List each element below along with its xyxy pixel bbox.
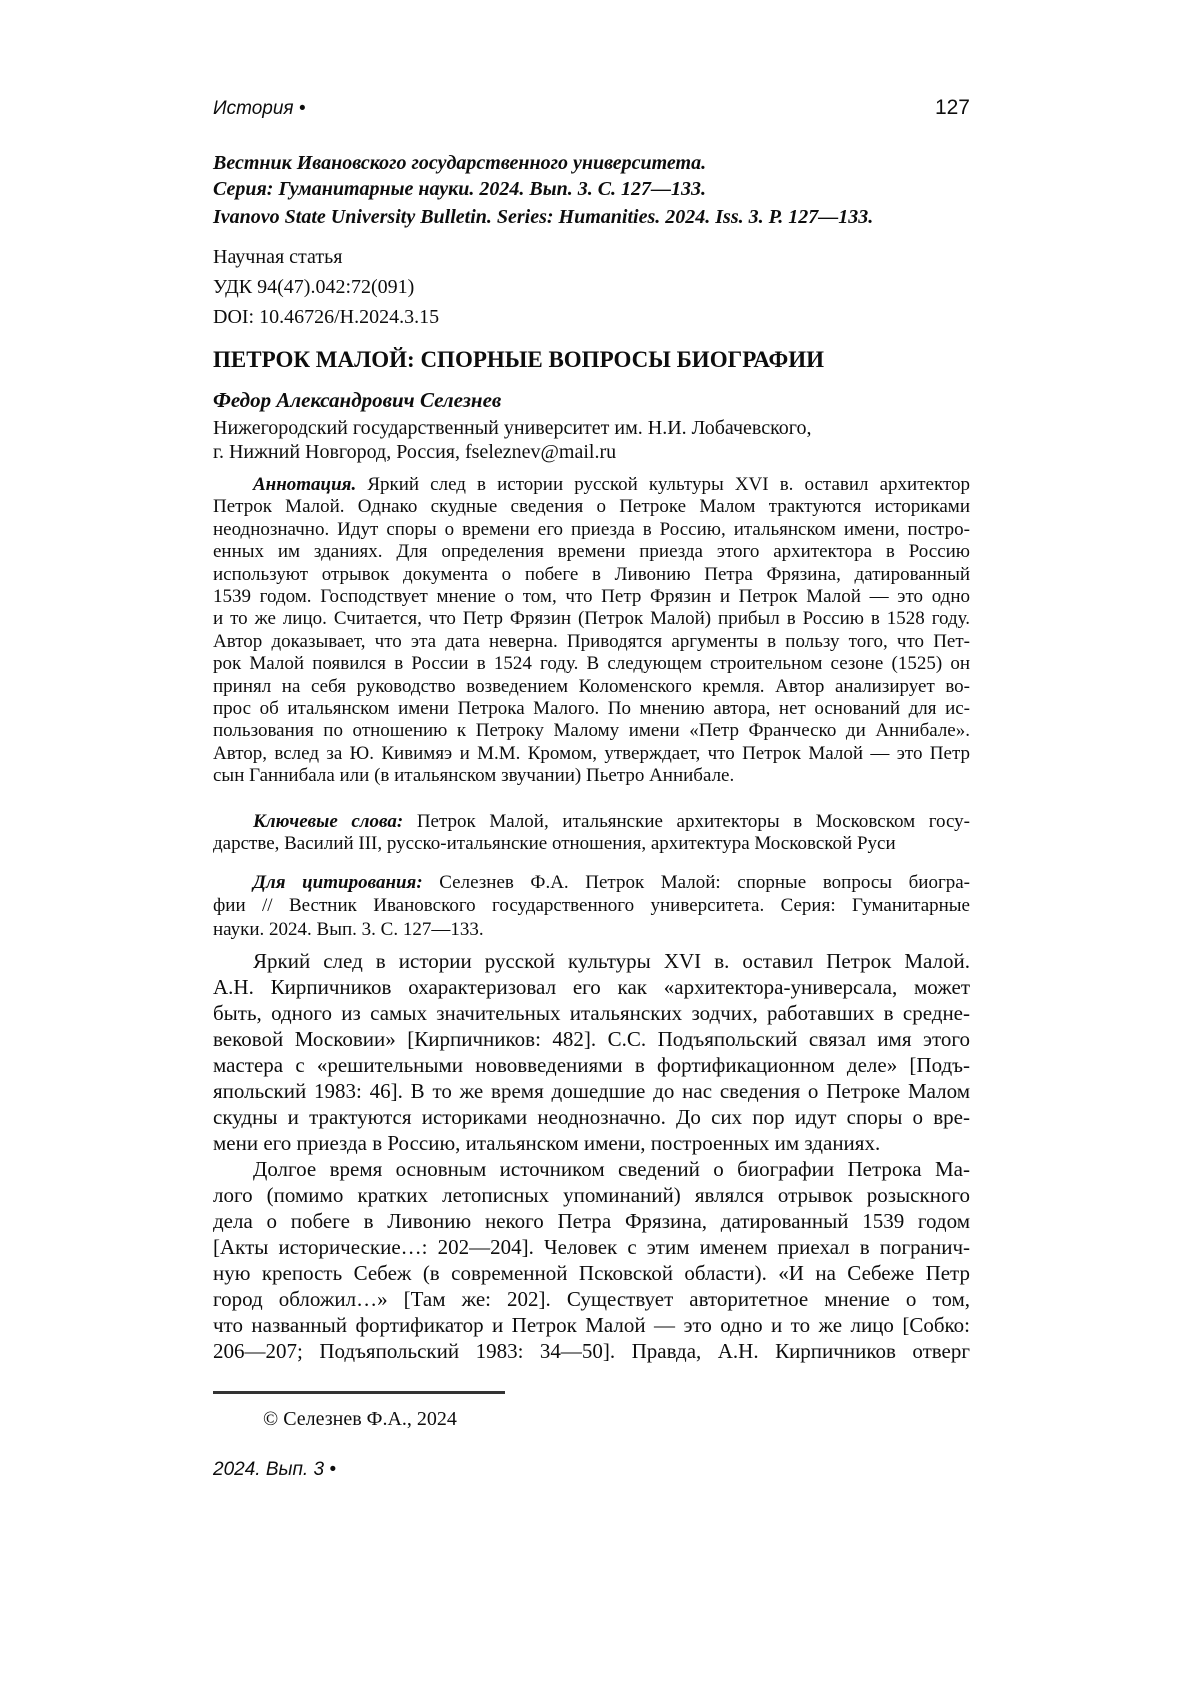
- abstract-label: Аннотация.: [253, 474, 357, 495]
- text-line: используют отрывок документа о побеге в Ливонию Петра Фрязина, датированный: [213, 563, 970, 585]
- journal-citation-ru-line1: Вестник Ивановского государственного университета.: [213, 152, 707, 174]
- text-line: сын Ганнибала или (в итальянском звучании) Пьетро Аннибале.: [213, 765, 735, 787]
- text-line: дела о побеге в Ливонию некого Петра Фрязина, датированный 1539 годом: [213, 1209, 970, 1233]
- affiliation-line2: г. Нижний Новгород, Россия, fseleznev@mail.ru: [213, 441, 617, 463]
- text-line: что названный фортификатор и Петрок Малой — это одно и то же лицо [Собко:: [213, 1313, 970, 1337]
- keywords-first-line: [213, 811, 970, 833]
- citation-lines: [213, 894, 970, 941]
- abstract-first-line: [213, 474, 970, 496]
- abstract-first-text: Яркий след в истории русской культуры XVI в. оставил архитектор: [367, 474, 970, 495]
- affiliation-line1: Нижегородский государственный университет им. Н.И. Лобачевского,: [213, 417, 812, 439]
- abstract-lines: [213, 496, 970, 787]
- text-line: ную крепость Себеж (в современной Псковской области). «И на Себеже Петр: [213, 1261, 970, 1285]
- text-line: 206—207; Подъяпольский 1983: 34—50]. Правда, А.Н. Кирпичников отверг: [213, 1339, 970, 1363]
- text-line: Автор доказывает, что эта дата неверна. Приводятся аргументы в пользу того, что Пет-: [213, 630, 970, 652]
- copyright-line: © Селезнев Ф.А., 2024: [263, 1408, 457, 1430]
- keywords-lines: [213, 833, 970, 855]
- text-line: вековой Московии» [Кирпичников: 482]. С.С. Подъяпольский связал имя этого: [213, 1027, 970, 1051]
- citation-first-text: Селезнев Ф.А. Петрок Малой: спорные вопросы биогра-: [439, 872, 970, 893]
- page-footer: 2024. Вып. 3 •: [213, 1459, 336, 1480]
- text-line: мастера с «решительными нововведениями в фортификационном деле» [Подъ-: [213, 1053, 970, 1077]
- text-line: и то же лицо. Считается, что Петр Фрязин (Петрок Малой) прибыл в Россию в 1528 году.: [213, 608, 970, 630]
- text-line: А.Н. Кирпичников охарактеризовал его как «архитектора-универсала, может: [213, 975, 970, 999]
- keywords-first-text: Петрок Малой, итальянские архитекторы в Московском госу-: [416, 811, 971, 832]
- text-line: япольский 1983: 46]. В то же время дошедшие до нас сведения о Петроке Малом: [213, 1079, 970, 1103]
- page-number: 127: [934, 96, 970, 119]
- running-title: История •: [213, 98, 306, 119]
- text-line: принял на себя руководство возведением Коломенского кремля. Автор анализирует во-: [213, 675, 970, 697]
- keywords-block: [213, 811, 970, 856]
- article-type: Научная статья: [213, 246, 343, 268]
- text-line: лого (помимо кратких летописных упоминаний) являлся отрывок розыскного: [213, 1183, 970, 1207]
- body-paragraph-2: [213, 1156, 970, 1364]
- keywords-label: Ключевые слова:: [253, 811, 404, 832]
- text-line: Петрок Малой. Однако скудные сведения о Петроке Малом трактуются историками: [213, 496, 970, 518]
- text-line: рок Малой появился в России в 1524 году. В следующем строительном сезоне (1525) он: [213, 653, 970, 675]
- abstract-block: [213, 474, 970, 788]
- journal-citation-en: Ivanovo State University Bulletin. Series: Humanities. 2024. Iss. 3. P. 127—133.: [213, 206, 874, 228]
- citation-label: Для цитирования:: [253, 872, 423, 893]
- page-header: [213, 96, 970, 120]
- doi-code: DOI: 10.46726/H.2024.3.15: [213, 306, 440, 328]
- text-line: Яркий след в истории русской культуры XVI в. оставил Петрок Малой.: [253, 949, 970, 973]
- text-line: енных им зданиях. Для определения времени приезда этого архитектора в Россию: [213, 541, 970, 563]
- text-line: прос об итальянском имени Петрока Малого. По мнению автора, нет оснований для ис-: [213, 698, 970, 720]
- text-line: Автор, вслед за Ю. Кивимяэ и М.М. Кромом, утверждает, что Петрок Малой — это Петр: [213, 742, 970, 764]
- text-line: быть, одного из самых значительных итальянских зодчих, работавших в средне-: [213, 1001, 970, 1025]
- text-line: науки. 2024. Вып. 3. С. 127—133.: [213, 918, 484, 940]
- text-line: скудны и трактуются историками неоднозначно. До сих пор идут споры о вре-: [213, 1105, 970, 1129]
- author-name: Федор Александрович Селезнев: [213, 388, 502, 412]
- journal-citation-ru: [213, 150, 970, 202]
- text-line: город обложил…» [Там же: 202]. Существует авторитетное мнение о том,: [213, 1287, 970, 1311]
- udc-code: УДК 94(47).042:72(091): [213, 276, 415, 298]
- citation-block: [213, 871, 970, 941]
- article-meta: [213, 242, 970, 332]
- text-line: 1539 годом. Господствует мнение о том, что Петр Фрязин и Петрок Малой — это одно: [213, 586, 970, 608]
- text-line: мени его приезда в Россию, итальянском имени, построенных им зданиях.: [213, 1131, 881, 1155]
- journal-citation-ru-line2: Серия: Гуманитарные науки. 2024. Вып. 3. С. 127—133.: [213, 178, 707, 200]
- article-title: ПЕТРОК МАЛОЙ: СПОРНЫЕ ВОПРОСЫ БИОГРАФИИ: [213, 347, 825, 372]
- text-line: дарстве, Василий III, русско-итальянские отношения, архитектура Московской Руси: [213, 833, 896, 855]
- text-line: пользования по отношению к Петроку Малому имени «Петр Франческо ди Аннибале».: [213, 720, 970, 742]
- text-line: неоднозначно. Идут споры о времени его приезда в Россию, итальянском имени, постро-: [213, 518, 970, 540]
- text-line: Долгое время основным источником сведений о биографии Петрока Ма-: [253, 1157, 970, 1181]
- text-line: [Акты исторические…: 202—204]. Человек с этим именем приехал в погранич-: [213, 1235, 970, 1259]
- page-content: [213, 0, 970, 1697]
- citation-first-line: [213, 871, 970, 894]
- footnote-separator: [213, 1391, 505, 1394]
- body-paragraph-1: [213, 948, 970, 1156]
- affiliation: [213, 416, 970, 464]
- text-line: фии // Вестник Ивановского государственного университета. Серия: Гуманитарные: [213, 895, 970, 917]
